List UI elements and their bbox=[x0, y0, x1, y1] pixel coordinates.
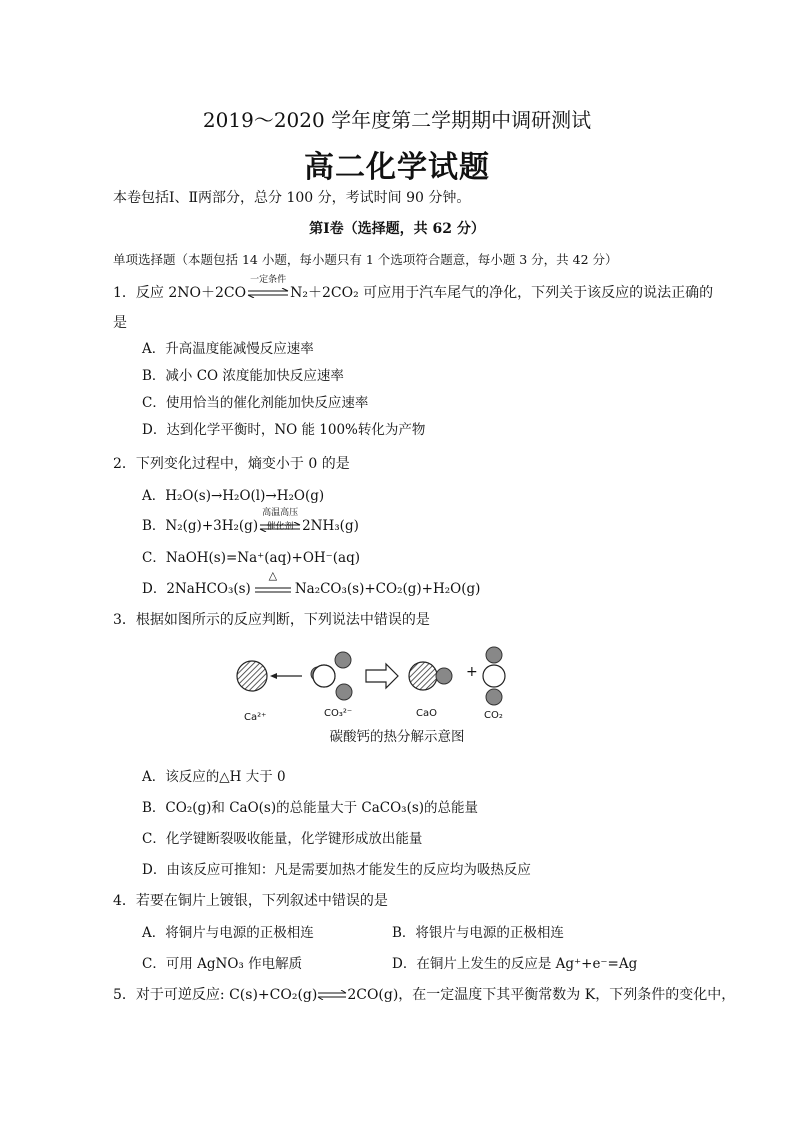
q4-option-b: B．将银片与电源的正极相连 bbox=[392, 925, 564, 941]
q2-option-a: A．H₂O(s)→H₂O(l)→H₂O(g) bbox=[142, 488, 325, 504]
question-3 bbox=[113, 609, 430, 629]
ion-label-ca: Ca²⁺ bbox=[244, 712, 267, 723]
q2-option-b bbox=[142, 508, 359, 534]
q2-option-d-product: Na₂CO₃(s)+CO₂(g)+H₂O(g) bbox=[294, 581, 481, 597]
equilibrium-arrow bbox=[258, 508, 302, 534]
section-heading: 第Ⅰ卷（选择题，共 62 分） bbox=[309, 221, 485, 237]
question-text: 若要在铜片上镀银，下列叙述中错误的是 bbox=[135, 893, 388, 909]
q3-option-c: C．化学键断裂吸收能量，化学键形成放出能量 bbox=[142, 831, 423, 847]
question-text: 对于可逆反应: C(s)+CO₂(g) bbox=[135, 987, 318, 1003]
reversible-arrow-icon bbox=[317, 990, 347, 1000]
equilibrium-arrow bbox=[246, 275, 290, 301]
q1-option-b: B．减小 CO 浓度能加快反应速率 bbox=[142, 368, 344, 384]
question-number: 2． bbox=[113, 456, 136, 472]
question-number: 1． bbox=[113, 285, 136, 301]
q2-option-d-text: D．2NaHCO₃(s) bbox=[142, 581, 251, 597]
plus-sign: + bbox=[466, 664, 478, 680]
q1-option-d: D．达到化学平衡时，NO 能 100%转化为产物 bbox=[142, 422, 426, 438]
oxygen-atom-icon bbox=[336, 684, 352, 700]
reaction-condition: 一定条件 bbox=[250, 275, 287, 285]
q3-option-b: B．CO₂(g)和 CaO(s)的总能量大于 CaCO₃(s)的总能量 bbox=[142, 800, 479, 816]
calcium-ion-icon bbox=[237, 661, 267, 691]
question-text: 反应 2NO＋2CO bbox=[135, 285, 247, 301]
calcium-oxide-icon bbox=[409, 662, 437, 690]
q2-option-b-text: B．N₂(g)+3H₂(g) bbox=[142, 518, 259, 534]
exam-intro: 本卷包括Ⅰ、Ⅱ两部分，总分 100 分，考试时间 90 分钟。 bbox=[113, 190, 471, 206]
question-2 bbox=[113, 453, 350, 473]
reaction-arrow-icon bbox=[366, 664, 398, 688]
q2-option-c: C．NaOH(s)=Na⁺(aq)+OH⁻(aq) bbox=[142, 550, 361, 566]
question-1-wrap: 是 bbox=[113, 315, 127, 331]
q3-option-a: A．该反应的△H 大于 0 bbox=[142, 769, 286, 785]
q4-option-c: C．可用 AgNO₃ 作电解质 bbox=[142, 956, 303, 972]
question-text: N₂＋2CO₂ 可应用于汽车尾气的净化，下列关于该反应的说法正确的 bbox=[290, 285, 714, 301]
carbon-dioxide-icon bbox=[486, 647, 502, 663]
q2-option-d bbox=[142, 569, 481, 597]
exam-title: 2019～2020 学年度第二学期期中调研测试 bbox=[202, 108, 592, 132]
question-text: 2CO(g)，在一定温度下其平衡常数为 K，下列条件的变化中， bbox=[347, 987, 736, 1003]
q1-option-c: C．使用恰当的催化剂能加快反应速率 bbox=[142, 395, 369, 411]
section-instruction: 单项选择题（本题包括 14 小题，每小题只有 1 个选项符合题意，每小题 3 分，共 42 分） bbox=[113, 252, 618, 267]
question-number: 4． bbox=[113, 893, 136, 909]
heat-symbol: △ bbox=[268, 569, 278, 582]
question-text: 根据如图所示的反应判断，下列说法中错误的是 bbox=[135, 612, 430, 628]
molecule-label-co2: CO₂ bbox=[484, 710, 503, 721]
q1-option-a: A．升高温度能减慢反应速率 bbox=[142, 341, 314, 357]
reversible-arrow-icon bbox=[246, 288, 290, 298]
figure-caption: 碳酸钙的热分解示意图 bbox=[329, 729, 465, 745]
question-text: 下列变化过程中，熵变小于 0 的是 bbox=[135, 456, 350, 472]
molecule-label-cao: CaO bbox=[416, 708, 437, 719]
question-4 bbox=[113, 890, 388, 910]
question-1 bbox=[113, 275, 714, 302]
exam-subject-title: 高二化学试题 bbox=[304, 150, 490, 185]
reaction-condition: 高温高压 bbox=[262, 508, 299, 518]
question-5 bbox=[113, 984, 735, 1004]
ion-label-co3: CO₃²⁻ bbox=[324, 708, 353, 719]
q4-option-a: A．将铜片与电源的正极相连 bbox=[142, 925, 314, 941]
q2-option-b-product: 2NH₃(g) bbox=[302, 518, 359, 534]
q4-option-d: D．在铜片上发生的反应是 Ag⁺+e⁻=Ag bbox=[392, 956, 638, 972]
question-number: 5． bbox=[113, 987, 136, 1003]
q3-option-d: D．由该反应可推知：凡是需要加热才能发生的反应均为吸热反应 bbox=[142, 862, 531, 878]
oxygen-atom-icon bbox=[335, 652, 351, 668]
decomposition-diagram-svg bbox=[220, 640, 540, 720]
heating-condition bbox=[255, 569, 291, 597]
question-number: 3． bbox=[113, 612, 136, 628]
catalyst-label: 催化剂 bbox=[266, 522, 294, 532]
equals-arrow-icon bbox=[255, 586, 291, 594]
